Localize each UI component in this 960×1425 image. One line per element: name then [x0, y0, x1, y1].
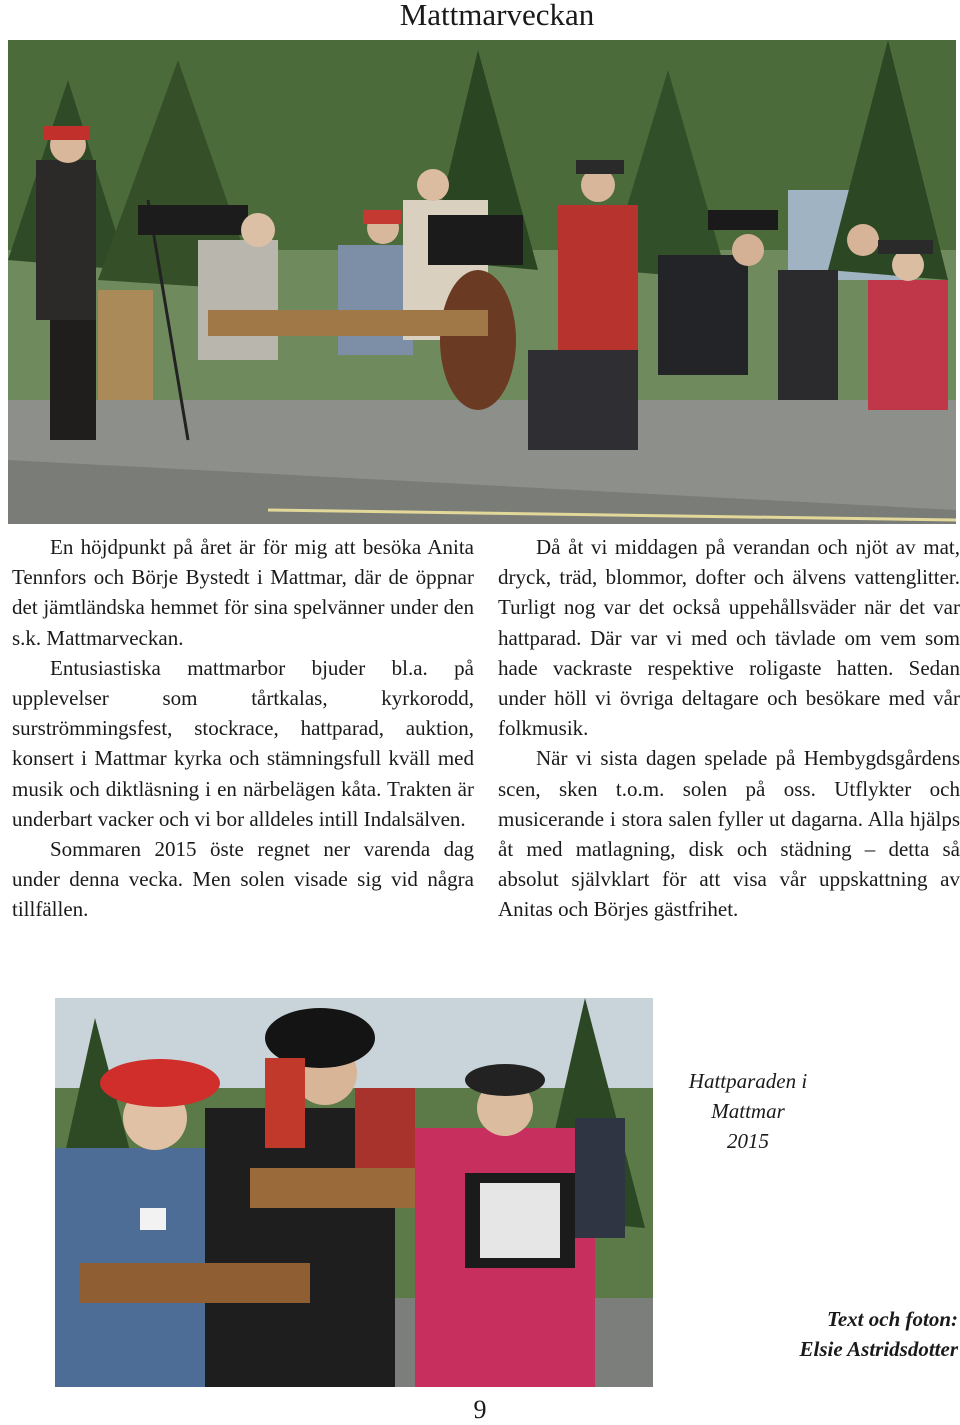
paragraph: Då åt vi middagen på verandan och njöt av mat, dryck, träd, blommor, dofter och älvens vattenglitter. Turligt nog var det också uppehållsväder när det var hattparad. Där var vi med och tävlade om vem som hade vackraste respektive roligaste hatten. Sedan under höll vi övriga deltagare och besökare med vår folkmusik.	[498, 535, 960, 741]
page-title: Mattmarveckan	[399, 0, 595, 32]
musicians-photo	[8, 40, 956, 524]
credit-line: Text och foton:	[826, 1307, 958, 1331]
paragraph: Entusiastiska mattmarbor bjuder bl.a. på upplevelser som tårtkalas, kyrkorodd, surströmmingsfest, stockrace, hattparad, auktion, konsert i Mattmar kyrka och stämningsfull kväll med musik och diktläsning i en närbelägen kåta. Trakten är underbart vacker och vi bor alldeles intill Indalsälven.	[12, 655, 474, 831]
author-credit	[800, 1304, 959, 1364]
credit-author: Elsie Astridsdotter	[799, 1337, 958, 1361]
hat-parade-photo	[55, 998, 653, 1387]
paragraph: När vi sista dagen spelade på Hembygdsgårdens scen, sken t.o.m. solen på oss. Utflykter och musicerande i stora salen fyller ut dagarna. Alla hjälps åt med matlagning, disk och städning – detta så absolut självklart för att visa vår uppskattning av Anitas och Börjes gästfrihet.	[498, 746, 960, 922]
paragraph: En höjdpunkt på året är för mig att besöka Anita Tennfors och Börje Bystedt i Mattmar, där de öppnar det jämtländska hemmet för sina spelvänner under den s.k. Mattmarveckan.	[12, 535, 474, 650]
page-number: 9	[473, 1395, 487, 1424]
article-left-column	[12, 532, 474, 925]
article-right-column	[498, 532, 960, 925]
paragraph: Sommaren 2015 öste regnet ner varenda dag under denna vecka. Men solen visade sig vid några tillfällen.	[12, 837, 474, 922]
caption-line: 2015	[727, 1129, 769, 1153]
photo-caption	[662, 1066, 834, 1156]
caption-line: Hattparaden i Mattmar	[688, 1069, 808, 1123]
